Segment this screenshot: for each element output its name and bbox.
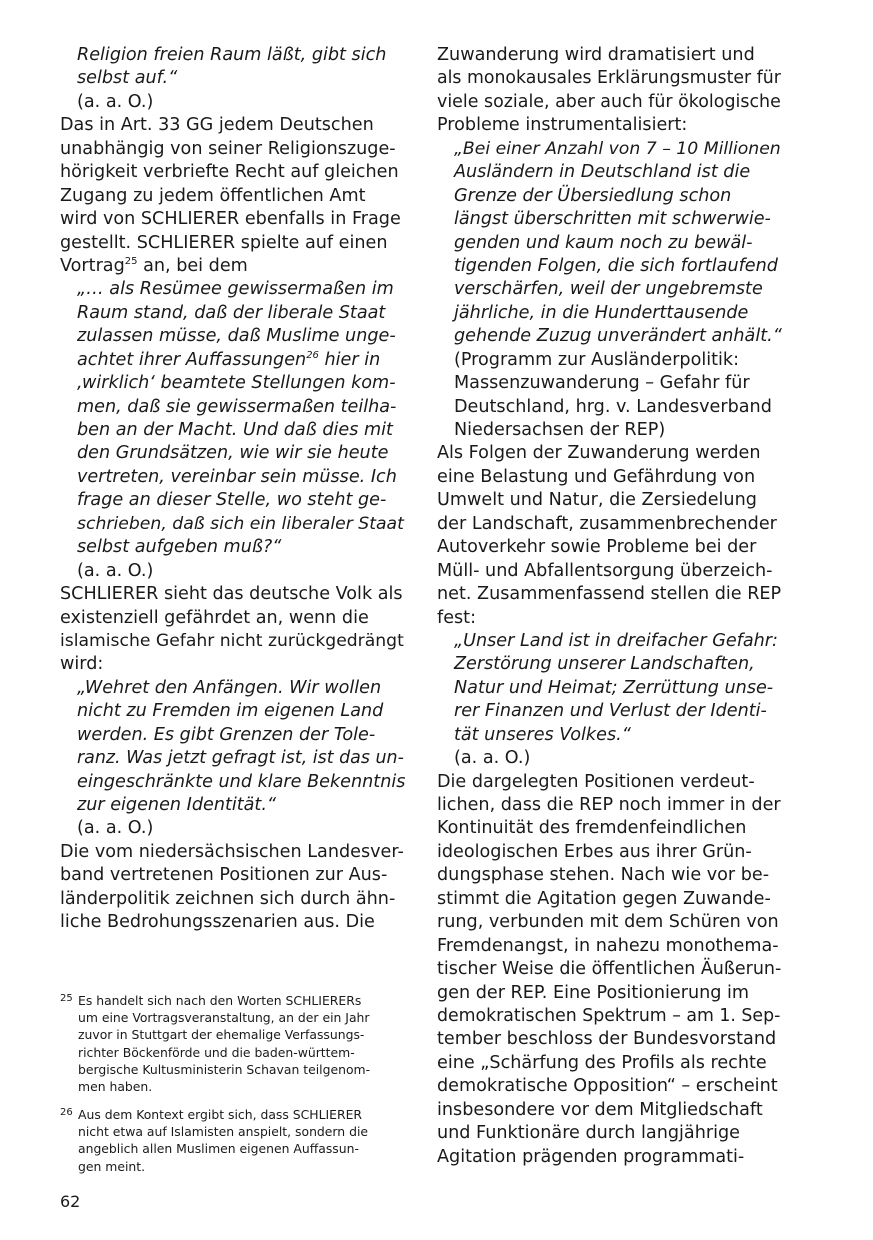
left-text-column	[60, 44, 405, 935]
text-line: ‚wirklich‘ beamtete Stellungen kom-	[77, 373, 396, 394]
text-line: eine „Schärfung des Profils als rechte	[437, 1052, 767, 1073]
footnote-line: gen meint.	[78, 1158, 146, 1174]
text-line: demokratischen Spektrum – am 1. Sep-	[437, 1005, 781, 1026]
text-line: ranz. Was jetzt gefragt ist, ist das un-	[77, 748, 404, 769]
text-line: tember beschloss der Bundesvorstand	[437, 1029, 777, 1050]
text-line: net. Zusammenfassend stellen die REP	[437, 584, 782, 605]
footnote-line: um eine Vortragsveranstaltung, an der ein Jahr	[78, 1010, 370, 1026]
text-line: nicht zu Fremden im eigenen Land	[77, 701, 384, 722]
text-line: Ausländern in Deutschland ist die	[454, 162, 751, 183]
footnote-reference: 25	[124, 255, 138, 267]
text-line: achtet ihrer Auffassungen$^{26}$ hier in	[77, 349, 381, 370]
text-line: rer Finanzen und Verlust der Identi-	[454, 701, 767, 722]
text-line: islamische Gefahr nicht zurückgedrängt	[60, 630, 404, 651]
footnote-line: Aus dem Kontext ergibt sich, dass SCHLIERER	[78, 1107, 363, 1122]
text-line: selbst aufgeben muß?“	[77, 537, 282, 558]
text-line: eine Belastung und Gefährdung von	[437, 466, 756, 487]
text-line: „… als Resümee gewissermaßen im	[77, 279, 394, 300]
text-line: tät unseres Volkes.“	[454, 724, 631, 745]
text-line: (a. a. O.)	[77, 560, 154, 581]
text-line: liche Bedrohungsszenarien aus. Die	[60, 912, 375, 933]
text-line: Niedersachsen der REP)	[454, 420, 666, 440]
footnote-line: zuvor in Stuttgart der ehemalige Verfassungs-	[78, 1027, 365, 1043]
text-line: lichen, dass die REP noch immer in der	[437, 795, 781, 815]
text-line: längst überschritten mit schwerwie-	[454, 209, 771, 230]
text-line: tigenden Folgen, die sich fortlaufend	[454, 255, 778, 276]
text-line: rung, verbunden mit dem Schüren von	[437, 912, 779, 933]
text-line: Agitation prägenden programmati-	[437, 1146, 745, 1167]
text-line: Als Folgen der Zuwanderung werden	[437, 443, 761, 464]
text-line: Das in Art. 33 GG jedem Deutschen	[60, 115, 374, 136]
text-line: tischer Weise die öffentlichen Äußerun-	[437, 959, 782, 980]
footnote-25	[60, 992, 405, 1095]
text-line: Fremdenangst, in nahezu monothema-	[437, 935, 779, 956]
page-number: 62	[60, 1192, 81, 1211]
footnote-26	[60, 1106, 405, 1175]
text-line: Probleme instrumentalisiert:	[437, 115, 688, 136]
text-line: Die vom niedersächsischen Landesver-	[60, 841, 404, 862]
text-line: jährliche, in die Hunderttausende	[454, 302, 749, 323]
text-line: wird:	[60, 654, 104, 675]
text-line: Natur und Heimat; Zerrüttung unse-	[454, 677, 774, 698]
text-line: fest:	[437, 607, 477, 628]
text-line: schrieben, daß sich ein liberaler Staat	[77, 513, 404, 534]
right-text-column	[437, 44, 782, 1169]
text-line: existenziell gefährdet an, wenn die	[60, 607, 369, 628]
text-line: insbesondere vor dem Mitgliedschaft	[437, 1099, 763, 1120]
text-line: unabhängig von seiner Religionszuge-	[60, 138, 396, 159]
text-line: Die dargelegten Positionen verdeut-	[437, 771, 755, 792]
text-line: gen der REP. Eine Positionierung im	[437, 982, 750, 1003]
footnote-reference: 26	[306, 349, 319, 361]
text-line: Raum stand, daß der liberale Staat	[77, 302, 386, 323]
text-line: SCHLIERER sieht das deutsche Volk als	[60, 584, 403, 605]
text-line: demokratische Opposition“ – erscheint	[437, 1076, 778, 1097]
text-line: (a. a. O.)	[77, 91, 154, 112]
text-line: gehende Zuzug unverändert anhält.“	[454, 326, 782, 347]
text-line: Zugang zu jedem öffentlichen Amt	[60, 185, 366, 206]
footnote-number: 25	[60, 993, 73, 1004]
text-line: (Programm zur Ausländerpolitik:	[454, 349, 740, 370]
text-line: eingeschränkte und klare Bekenntnis	[77, 771, 406, 792]
text-line: Deutschland, hrg. v. Landesverband	[454, 396, 772, 417]
text-line: Grenze der Übersiedlung schon	[454, 185, 732, 206]
text-line: werden. Es gibt Grenzen der Tole-	[77, 724, 376, 745]
text-line: länderpolitik zeichnen sich durch ähn-	[60, 888, 396, 909]
footnote-line: bergische Kultusministerin Schavan teilgenom-	[78, 1061, 371, 1077]
text-line: und Funktionäre durch langjährige	[437, 1123, 740, 1144]
footnote-number: 26	[60, 1107, 73, 1118]
text-line: zur eigenen Identität.“	[77, 795, 277, 815]
text-line: „Wehret den Anfängen. Wir wollen	[77, 677, 382, 698]
text-line: wird von SCHLIERER ebenfalls in Frage	[60, 209, 401, 230]
text-line: Müll- und Abfallentsorgung überzeich-	[437, 560, 773, 581]
text-line: selbst auf.“	[77, 68, 178, 89]
text-line: der Landschaft, zusammenbrechender	[437, 513, 777, 534]
text-line: ideologischen Erbes aus ihrer Grün-	[437, 841, 752, 862]
text-line: Kontinuität des fremdenfeindlichen	[437, 818, 747, 839]
text-line: dungsphase stehen. Nach wie vor be-	[437, 865, 770, 886]
text-line: Autoverkehr sowie Probleme bei der	[437, 537, 757, 558]
text-line: „Bei einer Anzahl von 7 – 10 Millionen	[454, 138, 781, 159]
text-line: Vortrag$^{25}$ an, bei dem	[60, 255, 248, 276]
text-line: zulassen müsse, daß Muslime unge-	[77, 326, 396, 347]
text-line: viele soziale, aber auch für ökologische	[437, 91, 781, 112]
text-line: men, daß sie gewissermaßen teilha-	[77, 396, 397, 417]
text-line: den Grundsätzen, wie wir sie heute	[77, 443, 389, 464]
footnote-line: richter Böckenförde und die baden-württem-	[78, 1044, 355, 1060]
text-line: Umwelt und Natur, die Zersiedelung	[437, 490, 757, 511]
footnote-line: angeblich allen Muslimen eigenen Auffassun-	[78, 1141, 359, 1157]
text-line: frage an dieser Stelle, wo steht ge-	[77, 490, 387, 511]
text-line: „Unser Land ist in dreifacher Gefahr:	[454, 630, 778, 651]
text-line: als monokausales Erklärungsmuster für	[437, 68, 781, 89]
text-line: (a. a. O.)	[77, 818, 154, 839]
text-line: Zuwanderung wird dramatisiert und	[437, 45, 755, 65]
text-line: hörigkeit verbriefte Recht auf gleichen	[60, 162, 399, 183]
text-line: Zerstörung unserer Landschaften,	[454, 654, 755, 675]
text-line: ben an der Macht. Und daß dies mit	[77, 420, 393, 440]
footnote-line: men haben.	[78, 1078, 153, 1094]
text-line: verschärfen, weil der ungebremste	[454, 279, 763, 300]
footnote-line: Es handelt sich nach den Worten SCHLIERERs	[78, 993, 362, 1008]
text-line: Religion freien Raum läßt, gibt sich	[77, 45, 387, 65]
text-line: vertreten, vereinbar sein müsse. Ich	[77, 466, 397, 487]
text-line: gestellt. SCHLIERER spielte auf einen	[60, 232, 388, 253]
text-line: Massenzuwanderung – Gefahr für	[454, 373, 750, 394]
text-line: band vertretenen Positionen zur Aus-	[60, 865, 388, 886]
text-line: stimmt die Agitation gegen Zuwande-	[437, 888, 771, 909]
text-line: genden und kaum noch zu bewäl-	[454, 232, 753, 253]
text-line: (a. a. O.)	[454, 748, 531, 769]
footnote-line: nicht etwa auf Islamisten anspielt, sondern die	[78, 1124, 369, 1140]
